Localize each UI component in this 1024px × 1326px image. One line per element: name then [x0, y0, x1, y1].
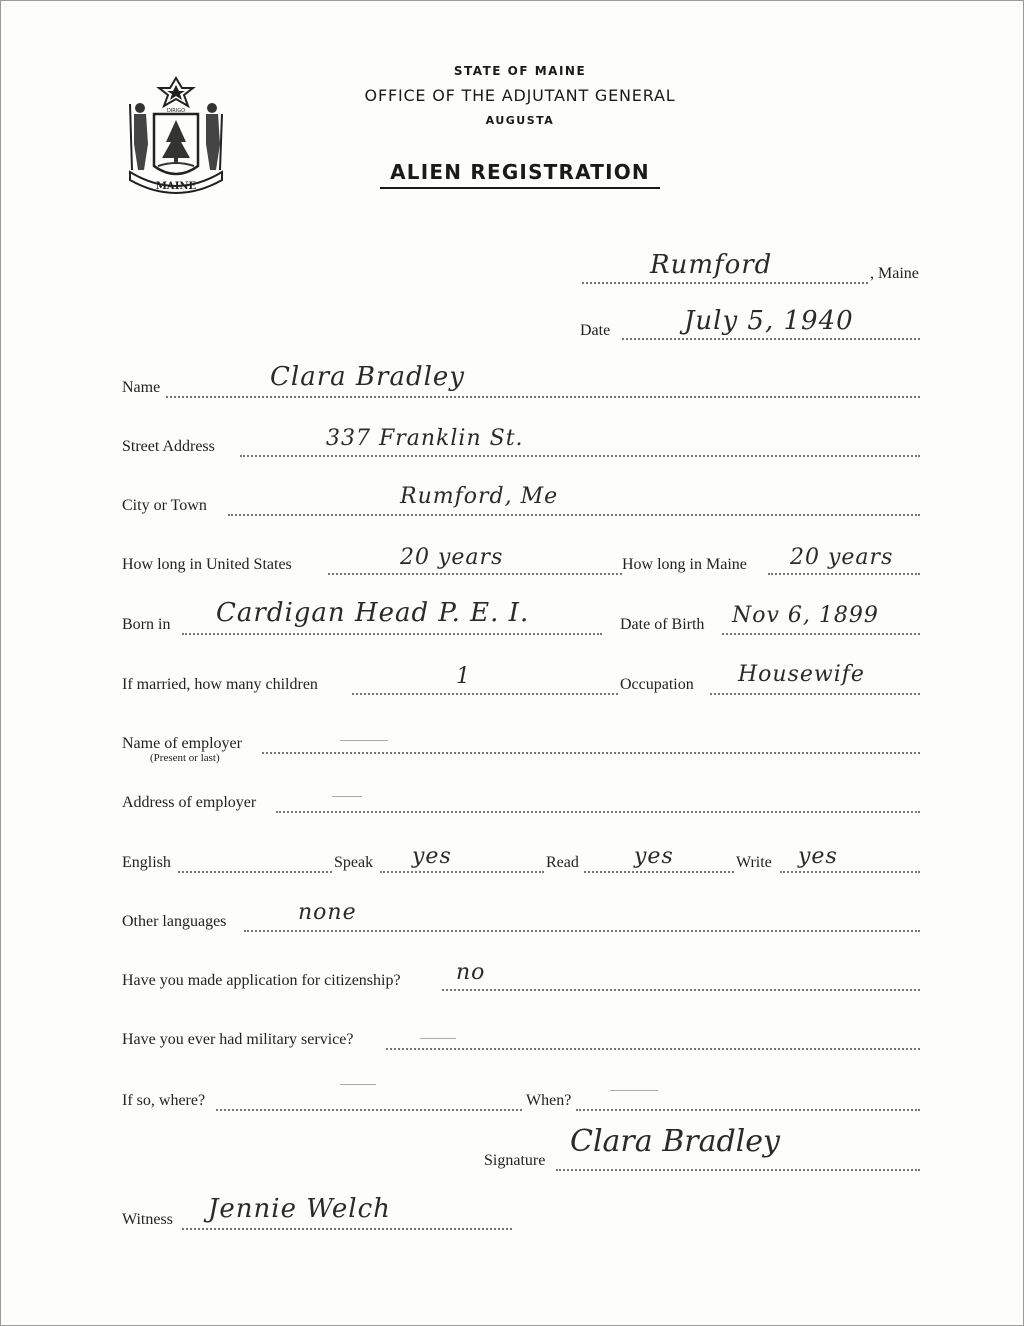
street-label: Street Address	[122, 438, 215, 455]
header-office: OFFICE OF THE ADJUTANT GENERAL	[364, 86, 676, 105]
form-title: ALIEN REGISTRATION	[390, 160, 650, 184]
header-city: AUGUSTA	[485, 114, 555, 127]
name-label: Name	[122, 379, 161, 396]
write-value: yes	[798, 844, 838, 869]
military-dash	[420, 1038, 456, 1039]
place-suffix-label: , Maine	[870, 265, 919, 282]
born-in-label: Born in	[122, 616, 171, 633]
citizenship-value: no	[456, 960, 486, 985]
where-line	[216, 1109, 522, 1111]
military-label: Have you ever had military service?	[122, 1031, 354, 1048]
title-underline	[380, 187, 660, 189]
signature-value: Clara Bradley	[570, 1124, 780, 1159]
place-line	[582, 282, 868, 284]
date-line	[622, 338, 920, 340]
read-value: yes	[634, 844, 674, 869]
other-languages-line	[244, 930, 920, 932]
dob-value: Nov 6, 1899	[732, 603, 879, 628]
english-line	[178, 871, 332, 873]
witness-value: Jennie Welch	[208, 1194, 391, 1224]
other-languages-label: Other languages	[122, 913, 227, 930]
children-value: 1	[456, 664, 471, 689]
other-languages-value: none	[298, 900, 357, 925]
signature-line	[556, 1169, 920, 1171]
how-long-us-line	[328, 573, 622, 575]
military-line	[386, 1048, 920, 1050]
dob-line	[722, 633, 920, 635]
signature-label: Signature	[484, 1152, 546, 1169]
state-seal-icon	[124, 74, 228, 204]
employer-line	[262, 752, 920, 754]
employer-address-dash	[332, 796, 362, 797]
born-in-value: Cardigan Head P. E. I.	[216, 598, 530, 628]
write-label: Write	[736, 854, 772, 871]
occupation-line	[710, 693, 920, 695]
how-long-maine-label: How long in Maine	[622, 556, 747, 573]
date-value: July 5, 1940	[684, 306, 854, 336]
when-label: When?	[526, 1092, 572, 1109]
children-line	[352, 693, 618, 695]
how-long-us-value: 20 years	[400, 545, 504, 570]
english-label: English	[122, 854, 171, 871]
svg-text:MAINE: MAINE	[155, 181, 197, 192]
read-line	[584, 871, 734, 873]
how-long-maine-value: 20 years	[790, 545, 894, 570]
where-dash	[340, 1084, 376, 1085]
employer-address-line	[276, 811, 920, 813]
city-line	[228, 514, 920, 516]
header-state: STATE OF MAINE	[453, 64, 587, 78]
occupation-value: Housewife	[738, 662, 865, 687]
employer-dash	[340, 740, 388, 741]
street-value: 337 Franklin St.	[326, 426, 524, 451]
witness-line	[182, 1228, 512, 1230]
read-label: Read	[546, 854, 579, 871]
city-value: Rumford, Me	[400, 484, 559, 509]
witness-label: Witness	[122, 1211, 173, 1228]
born-in-line	[182, 633, 602, 635]
citizenship-line	[442, 989, 920, 991]
employer-sub-label: (Present or last)	[150, 752, 220, 764]
when-line	[576, 1109, 920, 1111]
speak-value: yes	[412, 844, 452, 869]
svg-text:DIRIGO: DIRIGO	[166, 108, 186, 114]
name-line	[166, 396, 920, 398]
speak-line	[380, 871, 544, 873]
how-long-maine-line	[768, 573, 920, 575]
place-value: Rumford	[650, 250, 773, 280]
where-label: If so, where?	[122, 1092, 206, 1109]
street-line	[240, 455, 920, 457]
write-line	[780, 871, 920, 873]
employer-label: Name of employer	[122, 735, 242, 752]
speak-label: Speak	[334, 854, 374, 871]
name-value: Clara Bradley	[270, 362, 465, 392]
city-label: City or Town	[122, 497, 207, 514]
date-label: Date	[580, 322, 611, 339]
children-label: If married, how many children	[122, 676, 318, 693]
citizenship-label: Have you made application for citizenship?	[122, 972, 401, 989]
occupation-label: Occupation	[620, 676, 694, 693]
how-long-us-label: How long in United States	[122, 556, 292, 573]
employer-address-label: Address of employer	[122, 794, 257, 811]
dob-label: Date of Birth	[620, 616, 705, 633]
when-dash	[610, 1090, 658, 1091]
